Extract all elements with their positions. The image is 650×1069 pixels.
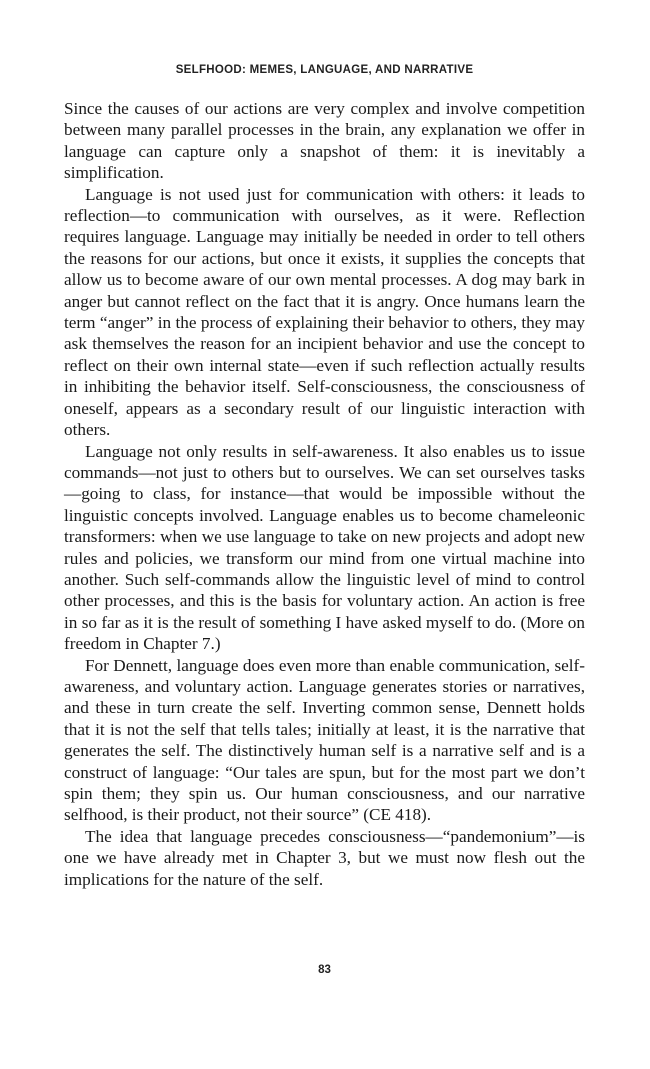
paragraph-1: Since the causes of our actions are very complex and involve competition between many parallel processes in the brain, any explanation we offer in language can capture only a snapshot of them: it is inevitably a simplification. xyxy=(64,99,585,183)
page-number: 83 xyxy=(318,964,331,976)
body-text xyxy=(64,98,585,890)
paragraph-4: For Dennett, language does even more than enable communication, self-awareness, and voluntary action. Language generates stories or narratives, and these in turn create the self. Inverting common sense, Dennett holds that it is not the self that tells tales; initially at least, it is the narrative that generates the self. The distinctively human self is a narrative self and is a construct of language: “Our tales are spun, but for the most part we don’t spin them; they spin us. Our human consciousness, and our narrative selfhood, is their product, not their source” (CE 418). xyxy=(64,655,585,825)
paragraph-3: Language not only results in self-awareness. It also enables us to issue commands—not just to others but to ourselves. We can set ourselves tasks—going to class, for instance—that would be impossible without the linguistic concepts involved. Language enables us to become chameleonic transformers: when we use language to take on new projects and adopt new rules and policies, we transform our mind from one virtual machine into another. Such self-commands allow the linguistic level of mind to control other processes, and this is the basis for voluntary action. An action is free in so far as it is the result of something I have asked myself to do. (More on freedom in Chapter 7.) xyxy=(64,441,585,654)
paragraph-2: Language is not used just for communication with others: it leads to reflection—to communication with ourselves, as it were. Reflection requires language. Language may initially be needed in order to tell others the reasons for our actions, but once it exists, it supplies the concepts that allow us to become aware of our own mental processes. A dog may bark in anger but cannot reflect on the fact that it is angry. Once humans learn the term “anger” in the process of explaining their behavior to others, they may ask themselves the reason for an incipient behavior and use the concept to reflect on their own internal state—even if such reflection actually results in inhibiting the behavior itself. Self-consciousness, the consciousness of oneself, appears as a secondary result of our linguistic interaction with others. xyxy=(64,184,585,440)
running-head: SELFHOOD: MEMES, LANGUAGE, AND NARRATIVE xyxy=(175,64,474,76)
paragraph-5: The idea that language precedes consciousness—“pandemonium”—is one we have already met in Chapter 3, but we must now flesh out the implications for the nature of the self. xyxy=(64,826,585,889)
book-page xyxy=(64,0,585,1069)
